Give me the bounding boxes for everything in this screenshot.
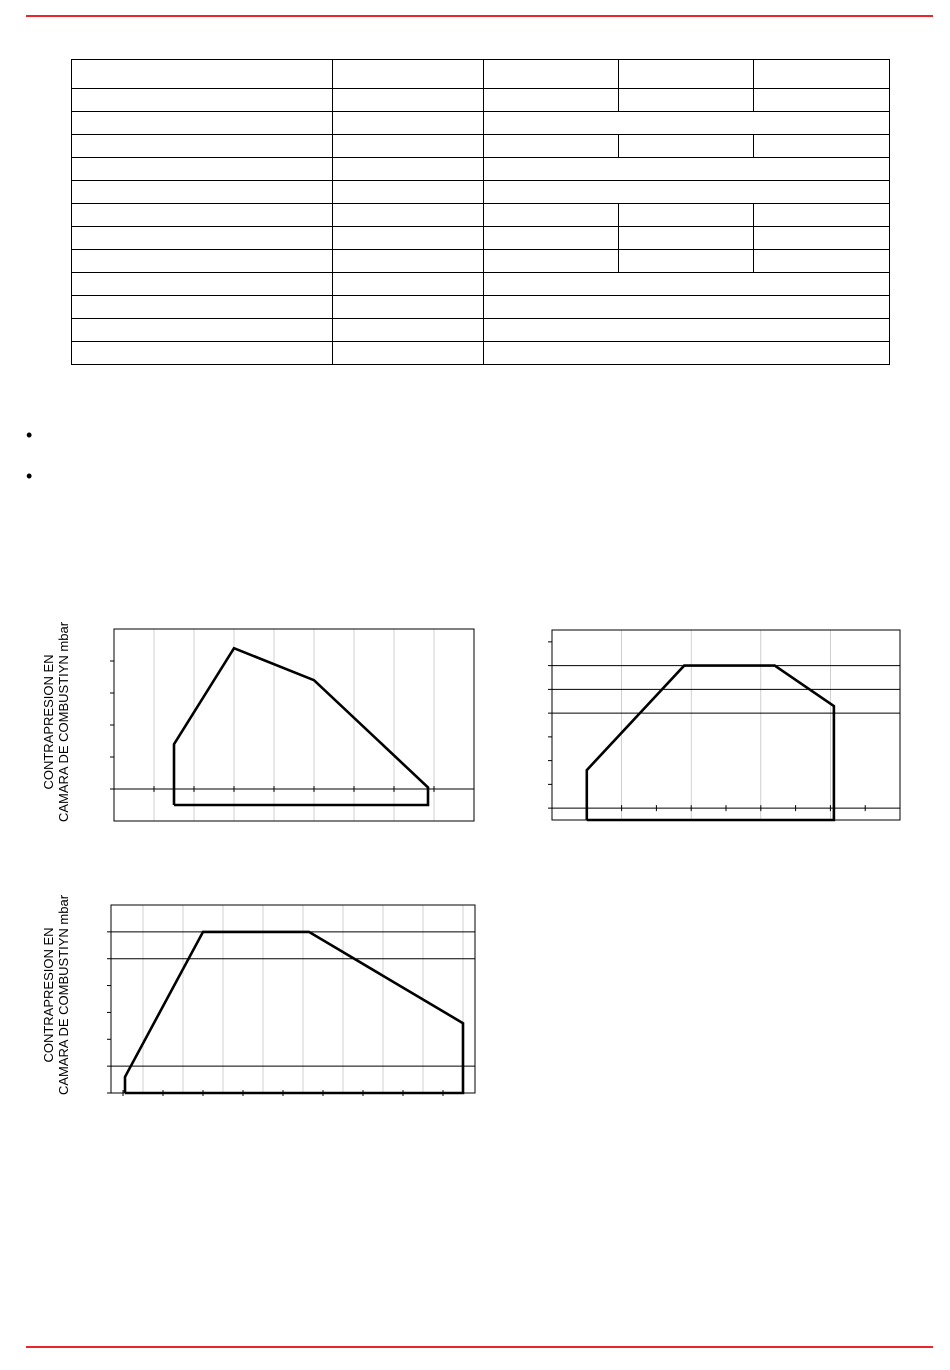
y-axis-label-text: CONTRAPRESION EN CAMARA DE COMBUSTIYN mbar — [41, 621, 71, 823]
bullet-marker: • — [26, 466, 33, 486]
chart-3 — [107, 905, 475, 1096]
working-range-curve — [125, 932, 463, 1093]
chart-1 — [110, 629, 474, 821]
plot-frame — [552, 630, 900, 820]
working-range-curve — [174, 648, 428, 805]
plot-frame — [114, 629, 474, 821]
bullet-marker: • — [26, 425, 33, 445]
working-range-curve — [587, 666, 834, 820]
y-axis-label-text: CONTRAPRESION EN CAMARA DE COMBUSTIYN mbar — [41, 894, 71, 1096]
chart-2 — [548, 630, 900, 820]
